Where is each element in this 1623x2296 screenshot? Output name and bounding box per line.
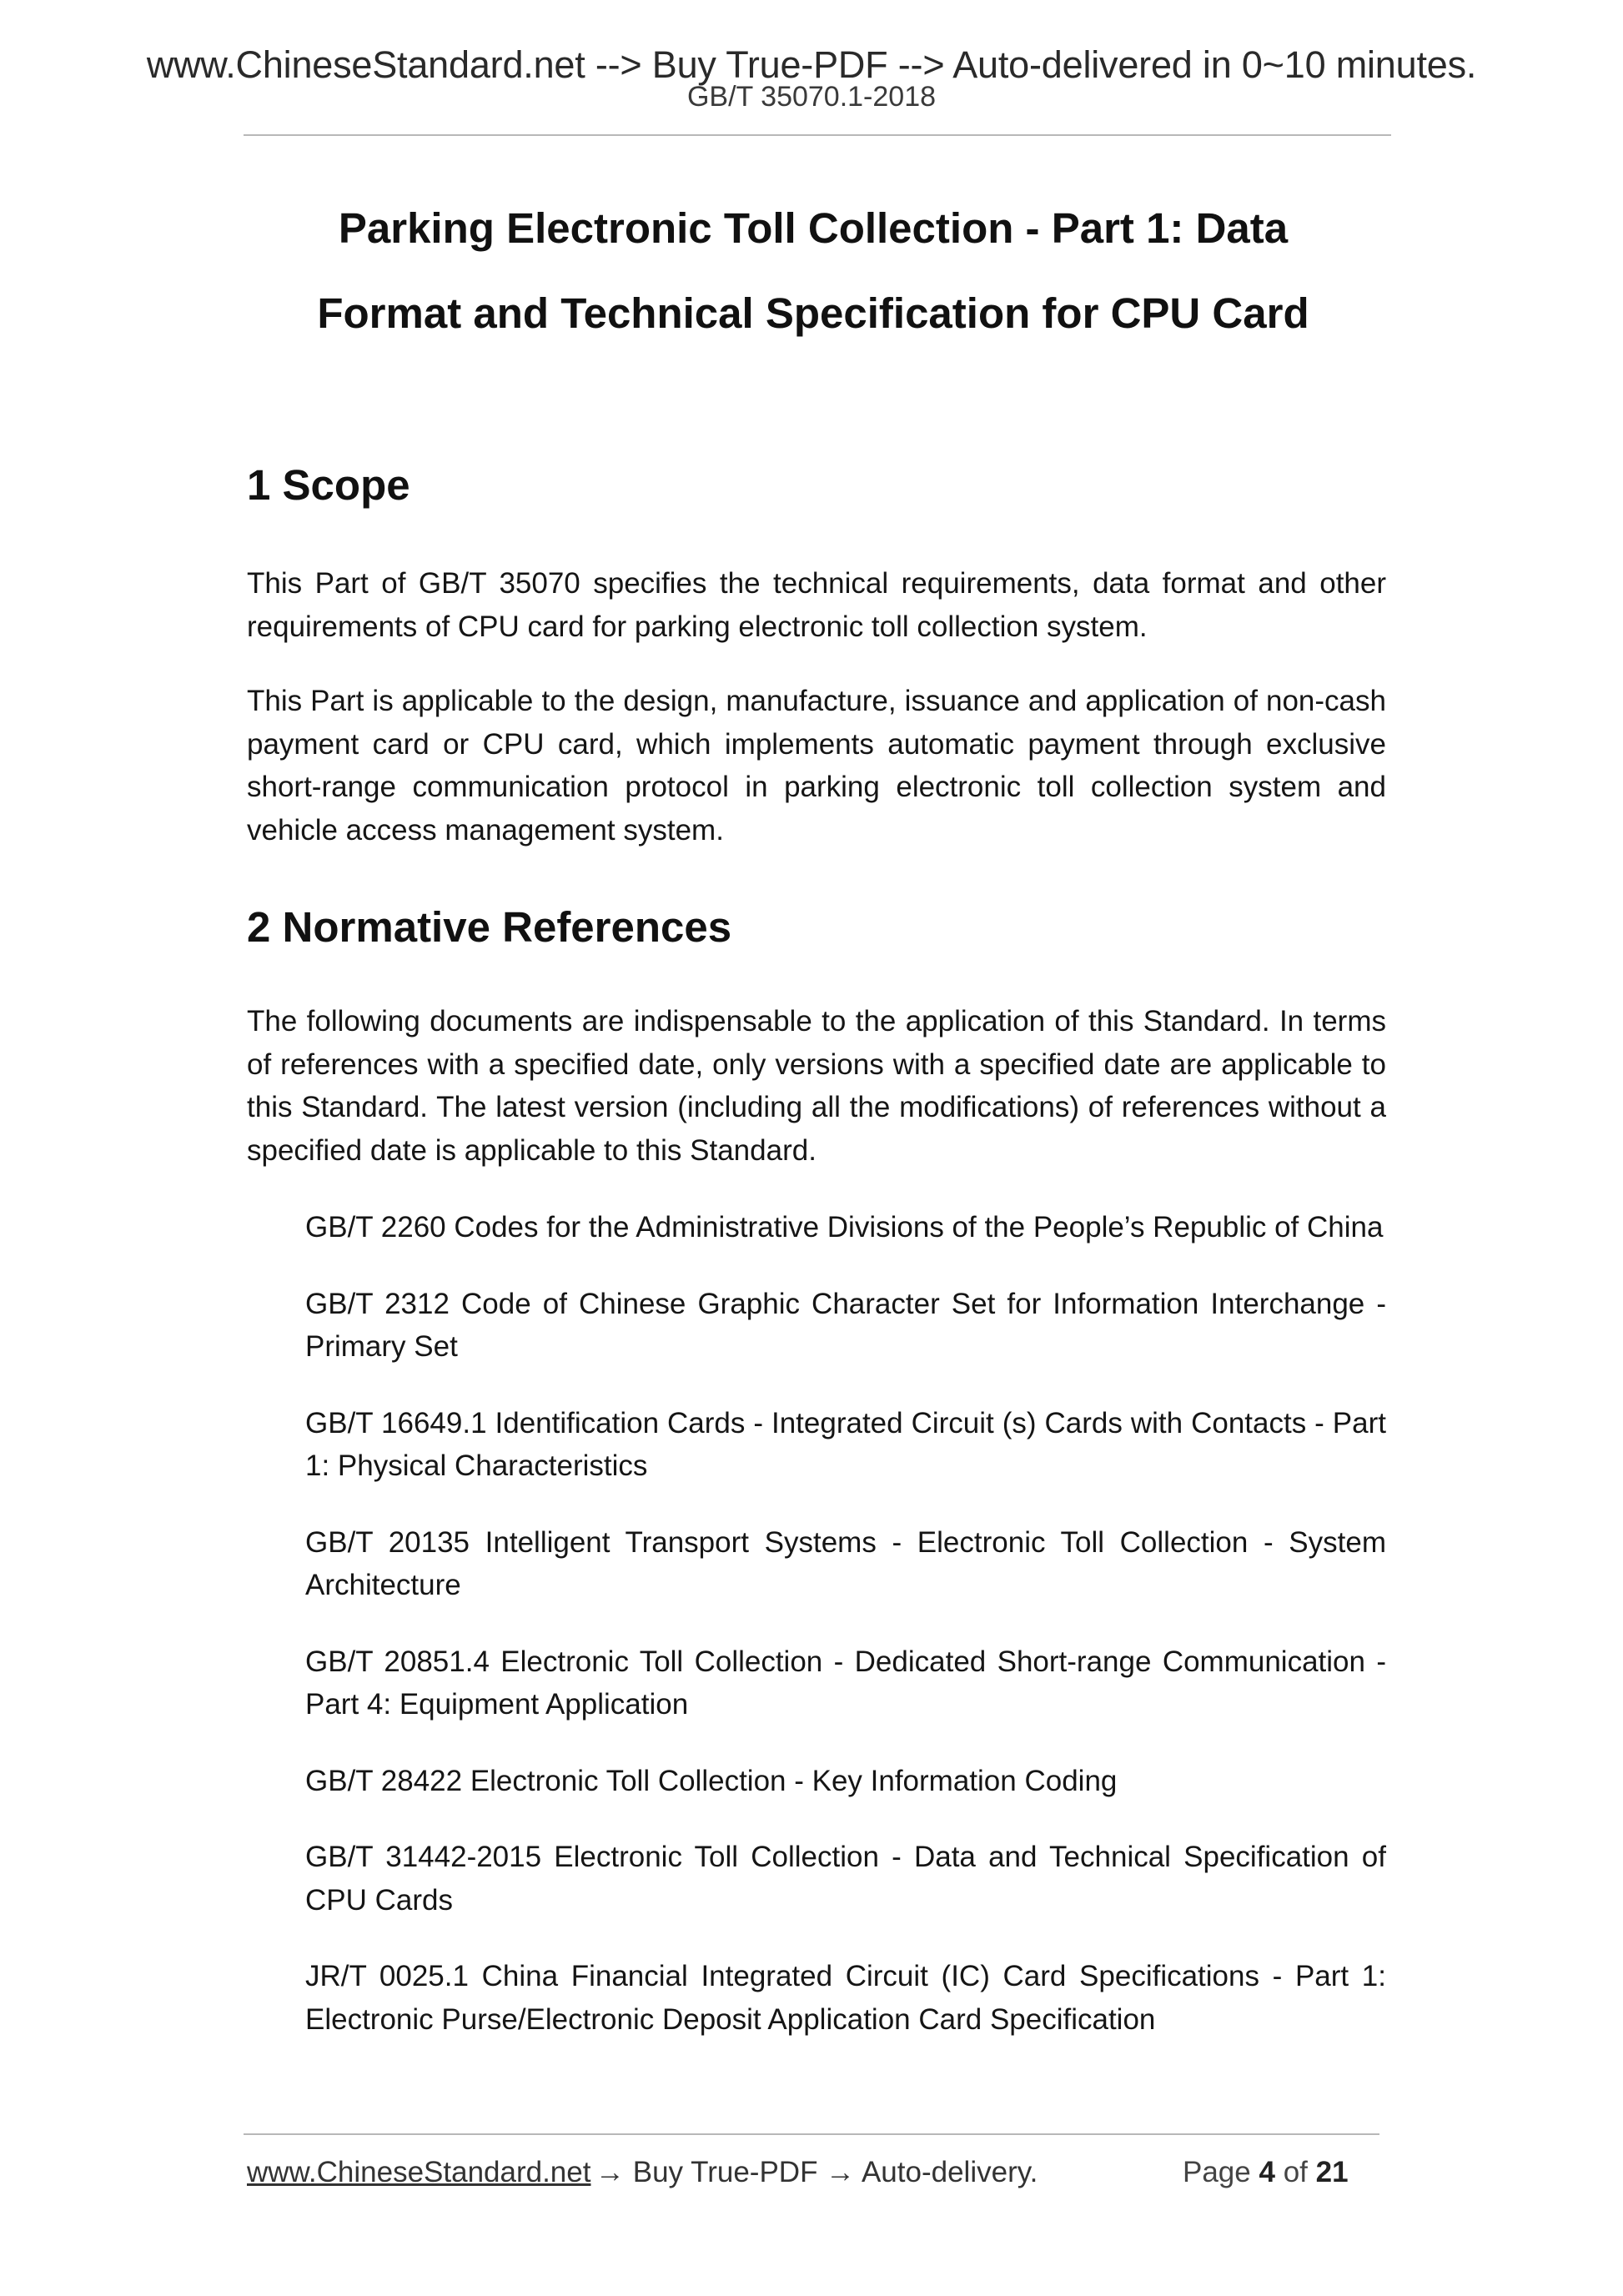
standard-code: GB/T 35070.1-2018	[686, 81, 937, 113]
footer-delivery-text: → Buy True-PDF → Auto-delivery.	[595, 2156, 1038, 2188]
reference-item: GB/T 28422 Electronic Toll Collection - Key Information Coding	[305, 1764, 1118, 1797]
document-title-line-1: Parking Electronic Toll Collection - Part 1: Data	[338, 204, 1289, 252]
reference-item: GB/T 20851.4 Electronic Toll Collection - Dedicated Short-range Communication - Part 4: Equipment Application	[305, 1645, 1386, 1721]
references-list	[305, 1206, 1386, 2074]
reference-item: GB/T 31442-2015 Electronic Toll Collection - Data and Technical Specification of CPU Cards	[305, 1841, 1386, 1917]
scope-paragraph-1: This Part of GB/T 35070 specifies the technical requirements, data format and other requirements of CPU card for parking electronic toll collection system.	[247, 567, 1386, 643]
header-banner: www.ChineseStandard.net --> Buy True-PDF --> Auto-delivered in 0~10 minutes.	[146, 43, 1477, 86]
document-title-line-2: Format and Technical Specification for CPU Card	[317, 289, 1309, 337]
page-label: Page	[1183, 2156, 1251, 2188]
page-total: 21	[1315, 2156, 1349, 2188]
footer-site-link[interactable]: www.ChineseStandard.net	[247, 2156, 591, 2188]
reference-item: GB/T 2312 Code of Chinese Graphic Character Set for Information Interchange - Primary Set	[305, 1287, 1386, 1363]
page-indicator	[1183, 2152, 1349, 2193]
page-of-label: of	[1283, 2156, 1308, 2188]
section-heading-scope: 1 Scope	[247, 461, 410, 509]
reference-item: GB/T 16649.1 Identification Cards - Integrated Circuit (s) Cards with Contacts - Part 1: Physical Characteristics	[305, 1406, 1386, 1482]
references-intro-paragraph: The following documents are indispensable to the application of this Standard. In terms of references with a specified date, only versions with a specified date are applicable to this Standard. The latest version (including all the modifications) of references without a specified date is applicable to this Standard.	[247, 1005, 1386, 1167]
page-current: 4	[1259, 2156, 1275, 2188]
section-heading-normative-references: 2 Normative References	[247, 903, 732, 951]
footer-divider	[244, 2133, 1379, 2135]
reference-item: JR/T 0025.1 China Financial Integrated Circuit (IC) Card Specifications - Part 1: Electronic Purse/Electronic Deposit Application Card Specification	[305, 1960, 1386, 2036]
reference-item: GB/T 20135 Intelligent Transport Systems - Electronic Toll Collection - System Architecture	[305, 1525, 1386, 1601]
header-divider	[244, 134, 1391, 136]
reference-item: GB/T 2260 Codes for the Administrative Divisions of the People’s Republic of China	[305, 1211, 1384, 1243]
scope-paragraph-2: This Part is applicable to the design, manufacture, issuance and application of non-cash payment card or CPU card, which implements automatic payment through exclusive short-range communication protocol in parking electronic toll collection system and vehicle access management system.	[247, 685, 1386, 847]
